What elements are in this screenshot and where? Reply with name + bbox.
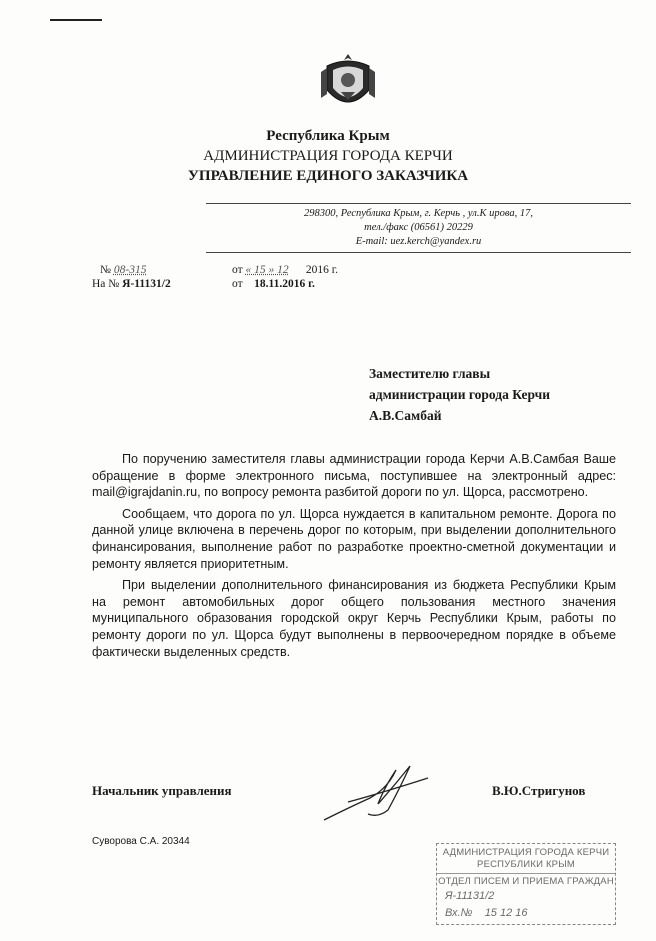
- stamp-line-2: РЕСПУБЛИКИ КРЫМ: [477, 859, 575, 870]
- stamp-incoming-row: [437, 905, 615, 922]
- email-line: E-mail: uez.kerch@yandex.ru: [355, 236, 482, 247]
- phone-line: тел./факс (06561) 20229: [364, 222, 473, 233]
- body-paragraph-1: По поручению заместителя главы администрации города Керчи А.В.Самбая Ваше обращение в форме электронного письма, поступившее на электронный адрес: mail@igrajdanin.ru, по вопросу ремонта разбитой дороги по ул. Щорса, рассмотрено.: [92, 452, 616, 500]
- outgoing-number-value: 08-315: [113, 264, 147, 276]
- stamp-line-1: АДМИНИСТРАЦИЯ ГОРОДА КЕРЧИ: [442, 847, 610, 858]
- number-label: №: [100, 264, 111, 276]
- recipient-block: [369, 363, 550, 426]
- department-name: УПРАВЛЕНИЕ ЕДИНОГО ЗАКАЗЧИКА: [187, 168, 469, 184]
- body-paragraph-3: При выделении дополнительного финансирования из бюджета Республики Крым на ремонт автомобильных дорог общего пользования местного значения муниципального образования городской округ Керчь Республики Крым, работы по ремонту дороги по ул. Щорса будут выполнены в первоочередном порядке в объеме фактически выделенных средств.: [92, 578, 616, 659]
- recipient-line-2: администрации города Керчи: [369, 387, 551, 402]
- year-suffix: 2016 г.: [305, 264, 339, 276]
- reference-prefix: На №: [92, 278, 120, 290]
- signatory-name: В.Ю.Стригунов: [492, 783, 586, 798]
- recipient-line-1: Заместителю главы: [369, 366, 491, 381]
- stamp-line-3: ОТДЕЛ ПИСЕМ И ПРИЕМА ГРАЖДАН: [437, 873, 615, 888]
- republic-name: Республика Крым: [266, 128, 390, 144]
- reference-date: 18.11.2016 г.: [254, 278, 315, 290]
- stamp-handwritten-number: Я-11131/2: [445, 890, 495, 902]
- stamp-incoming-label: Вх.№: [445, 907, 473, 919]
- executor-info: Суворова С.А. 20344: [92, 836, 190, 847]
- body-paragraph-2: Сообщаем, что дорога по ул. Щорса нуждается в капитальном ремонте. Дорога по данной улице включена в перечень дорог по которым, при выделении дополнительного финансирования, выполнение работ по разработке проектно-сметной документации и ремонту является приоритетным.: [92, 506, 616, 571]
- header-rule-bottom: [206, 252, 631, 253]
- registration-stamp: [436, 843, 616, 925]
- outgoing-number-row: [100, 263, 146, 277]
- reference-from-label: от: [232, 278, 243, 290]
- from-label: от: [232, 264, 243, 276]
- coat-of-arms-emblem: [319, 52, 377, 114]
- header-rule-top: [206, 203, 631, 204]
- signatory-position: Начальник управления: [92, 783, 232, 798]
- reference-number: Я-11131/2: [122, 278, 171, 290]
- administration-name: АДМИНИСТРАЦИЯ ГОРОДА КЕРЧИ: [203, 148, 453, 164]
- reference-date-row: [232, 277, 315, 291]
- stamp-handwritten-date: 15 12 16: [484, 907, 528, 919]
- outgoing-date-row: [232, 263, 338, 277]
- letter-body: [92, 451, 616, 665]
- recipient-line-3: А.В.Самбай: [369, 408, 442, 423]
- address-line: 298300, Республика Крым, г. Керчь , ул.К ирова, 17,: [304, 208, 533, 219]
- corner-mark: [50, 19, 102, 21]
- handwritten-signature: [318, 758, 438, 828]
- outgoing-date-value: « 15 » 12: [245, 264, 289, 276]
- reference-row: [92, 277, 171, 291]
